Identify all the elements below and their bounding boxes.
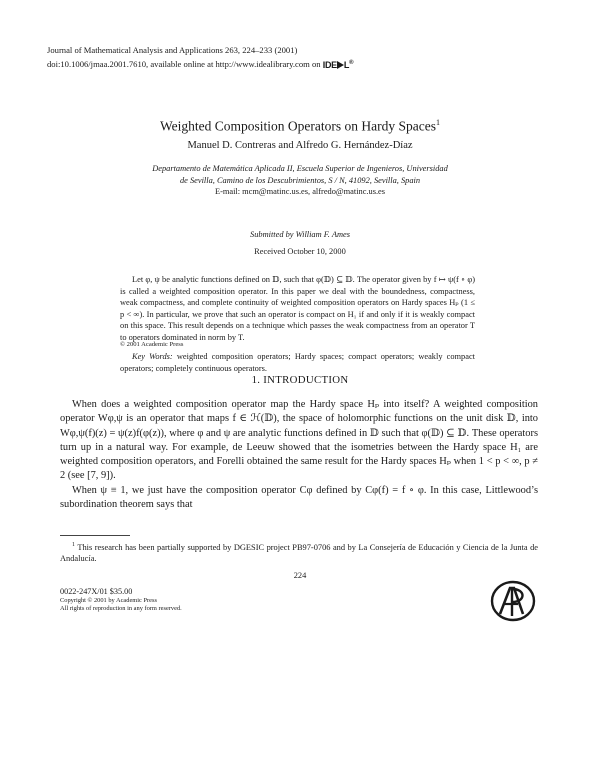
abstract [120,274,475,344]
body-text [60,398,538,512]
affiliation [70,163,530,198]
publisher-copyright: Copyright © 2001 by Academic Press [60,596,157,604]
section-heading: 1. INTRODUCTION [251,374,349,386]
submitted-by: Submitted by William F. Ames [250,230,350,239]
keywords-label: Key Words: [132,352,173,361]
intro-paragraph-1: When does a weighted composition operator map the Hardy space Hₚ into itself? A weighted composition operator Wφ,ψ is an operator that maps f ∈ ℋ(𝔻), the space of holomorphic functions on the unit disk 𝔻, into Wφ,ψ(f)(z) = ψ(z)f(φ(z)), where φ and ψ are analytic functions defined in 𝔻 such that φ(𝔻) ⊆ 𝔻. These operators turn up in a natural way. For example, de Leeuw showed that the isometries between the Hardy space H₁ are weighted composition operators, and Forelli obtained the same result for the Hardy spaces Hₚ when 1 < p < ∞, p ≠ 2 (see [7, 9]). [60,399,538,482]
doi-text: doi:10.1006/jmaa.2001.7610, available online at http://www.idealibrary.com on [47,59,321,69]
journal-doi-line [47,57,353,72]
affiliation-line-2: de Sevilla, Camino de los Descubrimientos, S / N, 41092, Sevilla, Spain [179,175,421,185]
title-footnote-mark: 1 [436,118,440,127]
abstract-text: Let φ, ψ be analytic functions defined on 𝔻, such that φ(𝔻) ⊆ 𝔻. The operator given by f ↦ ψ(f ∘ φ) is called a weighted composition operator. In this paper we deal with the boundedness, compactness, weak compactness, and complete continuity of weighted composition operators on Hardy spaces Hₚ (1 ≤ p < ∞). In particular, we prove that such an operator is compact on H₁ if and only if it is weakly compact on this space. This result depends on a technique which passes the weak compactness from an operator T to operators dominated in norm by T. [120,275,475,342]
keywords-text: weighted composition operators; Hardy spaces; compact operators; weakly compact operators; completely continuous operators. [120,352,476,373]
page-number: 224 [293,571,307,580]
keywords [120,351,475,374]
academic-press-logo [490,580,536,622]
authors: Manuel D. Contreras and Alfredo G. Hernández-Díaz [187,140,413,151]
journal-citation: Journal of Mathematical Analysis and Applications 263, 224–233 (2001) [47,45,298,55]
ideal-arrow-icon [337,61,344,69]
colophon [60,587,182,613]
journal-header [47,44,353,72]
footnote [60,540,538,565]
footnote-rule [60,535,130,536]
author-emails: E-mail: mcm@matinc.us.es, alfredo@matinc.us.es [214,187,386,196]
issn-price: 0022-247X/01 $35.00 [60,587,133,596]
rights-statement: All rights of reproduction in any form reserved. [60,604,182,612]
received-date: Received October 10, 2000 [254,247,346,256]
footnote-mark: 1 [72,542,75,548]
footnote-text: This research has been partially supported by DGESIC project PB97-0706 and by La Consejería de Educación y Ciencia de la Junta de Andalucía. [60,542,538,564]
intro-paragraph-2: When ψ ≡ 1, we just have the composition operator Cφ defined by Cφ(f) = f ∘ φ. In this case, Littlewood’s subordination theorem says that [60,484,538,511]
affiliation-line-1: Departamento de Matemática Aplicada II, Escuela Superior de Ingenieros, Universidad [152,164,448,173]
article-title: Weighted Composition Operators on Hardy Spaces$^1$ [160,118,440,134]
abstract-copyright: © 2001 Academic Press [120,341,184,348]
ideal-library-logo: IDE L® [322,60,354,70]
